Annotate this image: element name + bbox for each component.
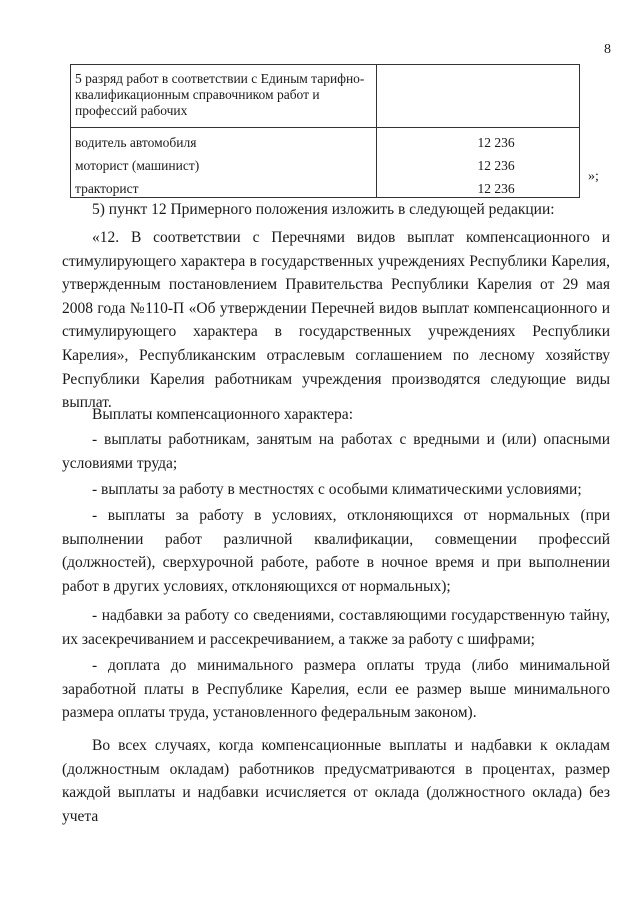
list-item: - выплаты за работу в местностях с особыми климатическими условиями; xyxy=(92,481,582,498)
table-row xyxy=(71,151,580,174)
table-row-value: 12 236 xyxy=(377,174,580,198)
table-closing-mark: »; xyxy=(588,169,599,184)
list-item: - доплата до минимального размера оплаты труда (либо минимальной заработной платы в Республике Карелия, если ее размер выше минимального размера оплаты труда, установленного федеральным законом). xyxy=(62,657,610,722)
list-item: - надбавки за работу со сведениями, составляющими государственную тайну, их засекречиванием и рассекречиванием, а также за работу с шифрами; xyxy=(62,607,610,648)
table-row-name: моторист (машинист) xyxy=(71,151,377,174)
table-header-row xyxy=(71,65,580,128)
table-row-value: 12 236 xyxy=(377,128,580,152)
table-row xyxy=(71,128,580,152)
table-header-value-cell xyxy=(377,65,580,128)
list-item: - выплаты работникам, занятым на работах с вредными и (или) опасными условиями труда; xyxy=(62,431,610,472)
table-row-name: тракторист xyxy=(71,174,377,198)
table-row-name: водитель автомобиля xyxy=(71,128,377,152)
table-row xyxy=(71,174,580,198)
amendment-intro: 5) пункт 12 Примерного положения изложить в следующей редакции: xyxy=(92,201,555,218)
page-number: 8 xyxy=(604,42,611,57)
clause-12-paragraph: «12. В соответствии с Перечнями видов выплат компенсационного и стимулирующего характера в государственных учреждениях Республики Карелия, утвержденным постановлением Правительства Республики Карелия от 29 мая 2008 года №110-П «Об утверждении Перечней видов выплат компенсационного и стимулирующего характера в государственных учреждениях Республики Карелия», Республиканским отраслевым соглашением по лесному хозяйству Республики Карелия работникам учреждения производятся следующие виды выплат. xyxy=(62,229,610,412)
table-row-value: 12 236 xyxy=(377,151,580,174)
salary-table xyxy=(70,64,580,198)
percentage-paragraph: Во всех случаях, когда компенсационные выплаты и надбавки к окладам (должностным окладам) работников предусматриваются в процентах, размер каждой выплаты и надбавки исчисляется от оклада (должностного оклада) без учета xyxy=(62,737,610,825)
table-header-cell: 5 разряд работ в соответствии с Единым тарифно-квалификационным справочником работ и профессий рабочих xyxy=(71,65,377,128)
compensation-heading: Выплаты компенсационного характера: xyxy=(92,406,353,423)
list-item: - выплаты за работу в условиях, отклоняющихся от нормальных (при выполнении работ различной квалификации, совмещении профессий (должностей), сверхурочной работе, работе в ночное время и при выполнении работ в других условиях, отклоняющихся от нормальных); xyxy=(62,507,610,595)
